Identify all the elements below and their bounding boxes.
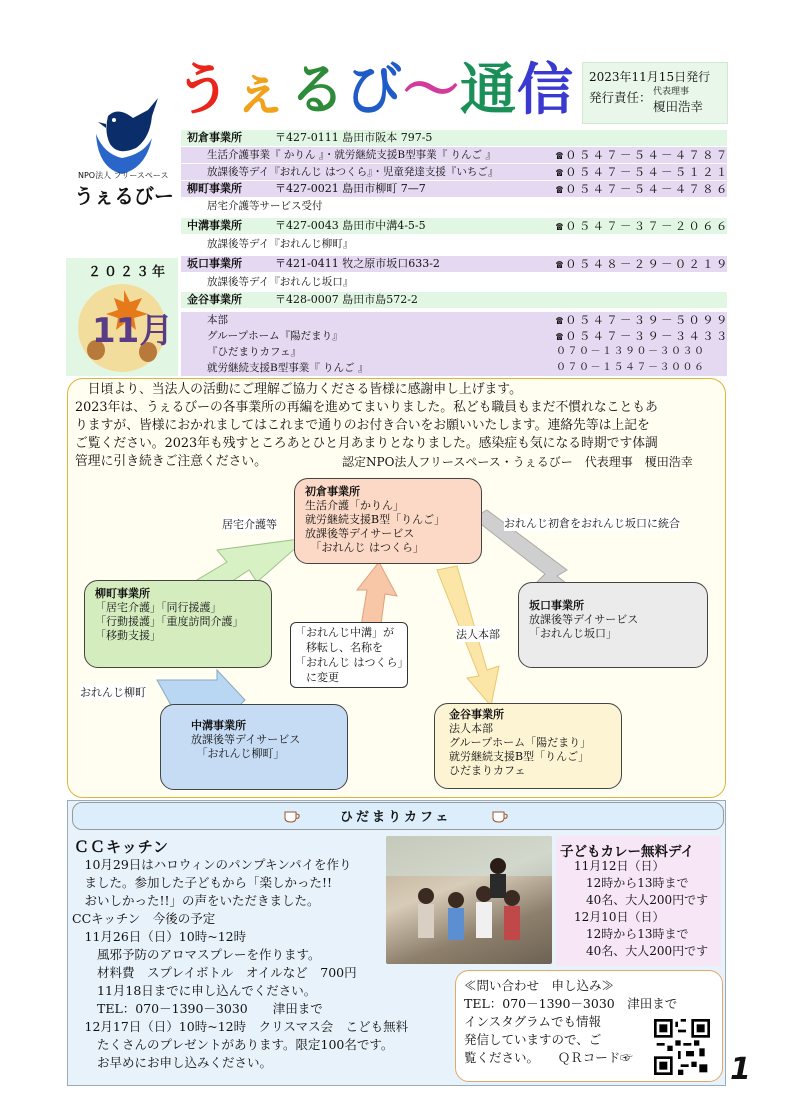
greeting-line: 2023年は、うぇるびーの各事業所の再編を進めてまいりました。私ども職員もまだ不慣れなこともあ	[75, 400, 658, 415]
office-tel: ☎０５４７－５４－５１２１	[556, 165, 730, 179]
curry-title: 子どもカレー無料デイ	[560, 844, 695, 860]
office-tel: ☎０５４７－５４－４７８７	[556, 148, 730, 162]
cc-line: 12月17日（日）10時~12時 クリスマス会 こども無料	[72, 1019, 409, 1034]
qr-code-icon[interactable]	[654, 1019, 710, 1075]
publisher-label: 発行責任：	[589, 90, 652, 105]
node-line: 「おれんじ はつくら」	[305, 541, 424, 554]
publisher-name: 榎田浩幸	[653, 99, 704, 114]
curry-day-box	[556, 836, 721, 966]
page-number: 1	[730, 1052, 751, 1087]
office-tel: ☎０５４７－３９－５０９９	[556, 313, 730, 327]
office-tel: ☎０５４７－３７－２０６６	[556, 219, 730, 233]
office-name: 金谷事業所	[187, 293, 242, 306]
node-line: 放課後等デイサービス	[305, 527, 415, 540]
node-line: 法人本部	[449, 722, 493, 735]
calendar-month: 11月	[92, 311, 174, 351]
office-service: グループホーム『陽だまり』	[207, 330, 343, 342]
office-name: 中溝事業所	[187, 219, 242, 232]
curry-text	[574, 858, 708, 960]
node-line: 「おれんじ坂口」	[529, 627, 617, 640]
curry-line: 11月12日（日）	[574, 859, 665, 873]
issue-info	[582, 62, 728, 124]
cc-line: ました。参加した子どもから「楽しかった!!	[72, 875, 333, 890]
coffee-cup-icon	[490, 806, 510, 824]
office-row	[181, 164, 730, 180]
office-name: 坂口事業所	[187, 257, 242, 270]
office-row	[181, 147, 730, 163]
contact-line: TEL：070－1390－3030 津田まで	[464, 996, 678, 1011]
office-address: 〒427-0021 島田市柳町 7—7	[275, 182, 426, 195]
node-title: 坂口事業所	[529, 599, 584, 612]
office-tel: ☎０５４７－５４－４７８６	[556, 182, 730, 196]
cc-text	[72, 856, 408, 1072]
office-address: 〒428-0007 島田市島572-2	[275, 293, 418, 306]
cc-line: おいしかった!!」の声をいただきました。	[72, 893, 320, 908]
node-kanaya	[434, 703, 622, 789]
cafe-title: ひだまりカフェ	[340, 810, 452, 825]
issue-date: 2023年11月15日発行	[589, 70, 711, 84]
office-row	[181, 312, 730, 328]
cc-line: お早めにお申し込みください。	[72, 1055, 273, 1070]
office-service: 生活介護事業『 かりん 』・就労継続支援B型事業『 りんご 』	[207, 149, 496, 161]
office-row	[181, 130, 727, 146]
node-hatsukura	[294, 478, 482, 564]
curry-line: 12月10日（日）	[574, 910, 665, 924]
greeting-line: ご覧ください。2023年も残すところあとひと月あまりとなりました。感染症も気になる時期です体調	[75, 436, 658, 451]
logo-org: NPO法人 フリースペース	[78, 171, 169, 180]
office-service: 放課後等デイ『おれんじ はつくら』・児童発達支援『いちご』	[207, 166, 499, 178]
office-service: 『ひだまりカフェ』	[207, 346, 301, 358]
title-char: う	[175, 58, 232, 123]
title-char: 信	[517, 58, 574, 123]
contact-line: 発信していますので、ご	[464, 1032, 602, 1047]
node-line: 放課後等デイサービス	[529, 613, 639, 626]
office-row	[181, 218, 730, 234]
november-badge-icon	[70, 280, 174, 374]
label-yanagi: おれんじ柳町	[80, 686, 146, 699]
node-line: 「おれんじ柳町」	[191, 747, 285, 760]
cc-line: 風邪予防のアロマスプレーを作ります。	[72, 947, 321, 962]
cc-line: 10月29日はハロウィンのパンプキンパイを作り	[72, 857, 352, 872]
node-line: 就労継続支援B型「りんご」	[305, 513, 446, 526]
cc-title: ＣＣキッチン	[74, 838, 169, 856]
label-move-line: 「おれんじ はつくら」	[295, 656, 409, 669]
curry-line: 12時から13時まで	[574, 927, 689, 941]
cc-line: CCキッチン 今後の予定	[72, 911, 216, 926]
cc-line: 11月18日までに申し込んでください。	[72, 983, 317, 998]
contact-line: 覧ください。 ＱＲコード☞	[464, 1050, 633, 1065]
cc-line: 材料費 スプレイボトル オイルなど 700円	[72, 965, 357, 980]
label-merge: おれんじ初倉をおれんじ坂口に統合	[504, 517, 680, 530]
office-row	[181, 236, 727, 252]
office-row	[181, 181, 730, 197]
title-char: ～	[403, 58, 460, 123]
greeting-line: 管理に引き続きご注意ください。	[75, 454, 267, 469]
node-title: 柳町事業所	[95, 587, 150, 600]
contact-line: ≪問い合わせ 申し込み≫	[464, 978, 615, 993]
label-move	[290, 622, 408, 688]
cc-line: 11月26日（日）10時~12時	[72, 929, 247, 944]
node-yanagimachi	[84, 580, 272, 668]
greeting-line: りますが、皆様におかれましてはこれまで通りのお付き合いをお願いいたします。連絡先等は上記を	[75, 418, 650, 433]
calendar-year: ２０２３年	[88, 265, 169, 280]
label-honbu: 法人本部	[456, 628, 500, 641]
office-service: 放課後等デイ『おれんじ柳町』	[207, 238, 354, 250]
office-address: 〒427-0111 島田市阪本 797-5	[275, 131, 433, 144]
label-move-line: 移転し、名称を	[295, 641, 383, 654]
greeting-line: 日頃より、当法人の活動にご理解ご協力くださる皆様に感謝申し上げます。	[75, 382, 522, 397]
office-tel: ０７０－１５４７－３００６	[556, 362, 706, 373]
page-title	[175, 56, 574, 126]
office-row	[181, 328, 730, 344]
node-title: 金谷事業所	[449, 708, 504, 721]
office-service: 放課後等デイ『おれんじ坂口』	[207, 276, 354, 288]
publisher-role: 代表理事	[653, 87, 690, 97]
node-sakaguchi	[518, 582, 708, 668]
children-photo-icon	[386, 836, 552, 964]
curry-line: 12時から13時まで	[574, 876, 689, 890]
office-name: 柳町事業所	[187, 182, 242, 195]
coffee-cup-icon	[282, 806, 302, 824]
event-photo	[386, 836, 552, 964]
office-row	[181, 274, 727, 290]
title-char: ぇ	[232, 58, 289, 123]
contact-line: インスタグラムでも情報	[464, 1014, 602, 1029]
office-address: 〒427-0043 島田市中溝4-5-5	[275, 219, 426, 232]
node-line: 就労継続支援B型「りんご」	[449, 750, 590, 763]
office-service: 本部	[207, 314, 228, 326]
office-tel: ☎０５４８－２９－０２１９	[556, 257, 730, 271]
node-line: ひだまりカフェ	[449, 764, 526, 777]
office-row	[181, 292, 727, 308]
greeting-signature: 認定NPO法人フリースペース・うぇるびー 代表理事 榎田浩幸	[342, 455, 693, 469]
node-line: グループホーム「陽だまり」	[449, 736, 592, 749]
node-line: 生活介護「かりん」	[305, 499, 404, 512]
node-line: 放課後等デイサービス	[191, 733, 301, 746]
office-tel: ０７０－１３９０－３０３０	[556, 346, 706, 357]
node-line: 「移動支援」	[95, 629, 161, 642]
node-title: 初倉事業所	[305, 485, 360, 498]
office-service: 就労継続支援B型事業『 りんご 』	[207, 362, 369, 374]
cc-line: TEL：070－1390－3030 津田まで	[72, 1001, 323, 1016]
label-move-line: 「おれんじ中溝」が	[295, 626, 394, 639]
office-service: 居宅介護等サービス受付	[207, 200, 323, 212]
office-row	[181, 344, 727, 360]
node-nakamizo	[160, 704, 348, 790]
label-move-line: に変更	[295, 671, 339, 684]
curry-line: 40名、大人200円です	[574, 893, 709, 907]
office-row	[181, 256, 730, 272]
office-tel: ☎０５４７－３９－３４３３	[556, 329, 730, 343]
title-char: び	[346, 58, 403, 123]
office-name: 初倉事業所	[187, 131, 242, 144]
logo	[74, 88, 178, 208]
office-list	[181, 130, 730, 375]
office-row	[181, 360, 727, 376]
logo-name: うぇるびー	[74, 184, 174, 208]
office-row	[181, 198, 727, 214]
label-kyotaku: 居宅介護等	[222, 518, 277, 531]
node-title: 中溝事業所	[191, 719, 246, 732]
contact-text	[464, 977, 677, 1067]
curry-line: 40名、大人200円です	[574, 944, 709, 958]
office-address: 〒421-0411 牧之原市坂口633-2	[275, 257, 440, 270]
title-char: 通	[460, 58, 517, 123]
title-char: る	[289, 58, 346, 123]
node-line: 「行動援護」「重度訪問介護」	[95, 615, 244, 628]
node-line: 「居宅介護」「同行援護」	[95, 601, 222, 614]
cc-line: たくさんのプレゼントがあります。限定100名です。	[72, 1037, 394, 1052]
